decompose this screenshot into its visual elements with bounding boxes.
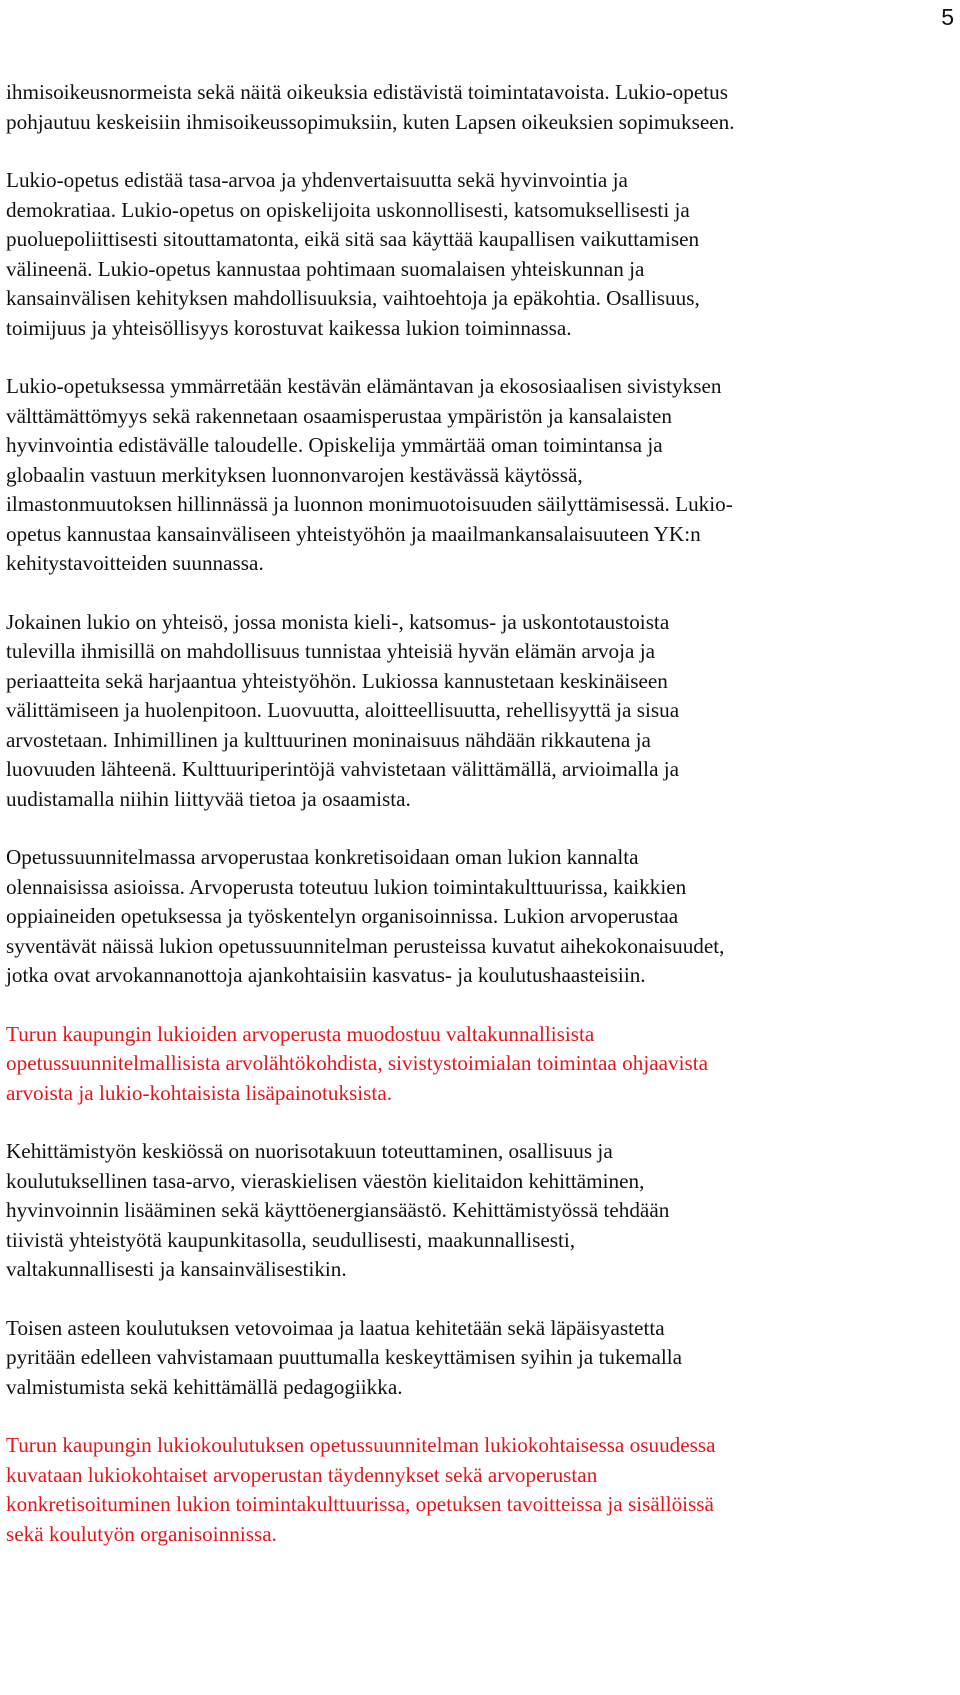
document-body	[6, 78, 954, 1578]
page-number: 5	[941, 4, 954, 30]
paragraph-5: Opetussuunnitelmassa arvoperustaa konkretisoidaan oman lukion kannalta olennaisissa asioissa. Arvoperusta toteutuu lukion toimintakulttuurissa, kaikkien oppiaineiden opetuksessa ja työskentelyn organisoinnissa. Lukion arvoperustaa syventävät näissä lukion opetussuunnitelman perusteissa kuvatut aihekokonaisuudet, jotka ovat arvokannanottoja ajankohtaisiin kasvatus- ja koulutushaasteisiin.	[6, 845, 725, 987]
paragraph-9-highlighted: Turun kaupungin lukiokoulutuksen opetussuunnitelman lukiokohtaisessa osuudessa kuvataan lukiokohtaiset arvoperustan täydennykset sekä arvoperustan konkretisoituminen lukion toimintakulttuurissa, opetuksen tavoitteissa ja sisällöissä sekä koulutyön organisoinnissa.	[6, 1433, 716, 1546]
paragraph-4: Jokainen lukio on yhteisö, jossa monista kieli-, katsomus- ja uskontotaustoista tulevilla ihmisillä on mahdollisuus tunnistaa yhteisiä hyvän elämän arvoja ja periaatteita sekä harjaantua yhteistyöhön. Lukiossa kannustetaan keskinäiseen välittämiseen ja huolenpitoon. Luovuutta, aloitteellisuutta, rehellisyyttä ja sisua arvostetaan. Inhimillinen ja kulttuurinen moninaisuus nähdään rikkautena ja luovuuden lähteenä. Kulttuuriperintöjä vahvistetaan välittämällä, arvioimalla ja uudistamalla niihin liittyvää tietoa ja osaamista.	[6, 609, 680, 811]
paragraph-8: Toisen asteen koulutuksen vetovoimaa ja laatua kehitetään sekä läpäisyastetta pyritään edelleen vahvistamaan puuttumalla keskeyttämisen syihin ja tukemalla valmistumista sekä kehittämällä pedagogiikka.	[6, 1315, 683, 1399]
paragraph-6-highlighted: Turun kaupungin lukioiden arvoperusta muodostuu valtakunnallisista opetussuunnitelmallisista arvolähtökohdista, sivistystoimialan toimintaa ohjaavista arvoista ja lukio-kohtaisista lisäpainotuksista.	[6, 1021, 709, 1105]
paragraph-3: Lukio-opetuksessa ymmärretään kestävän elämäntavan ja ekososiaalisen sivistyksen välttämättömyys sekä rakennetaan osaamisperustaa ympäristön ja kansalaisten hyvinvointia edistävälle taloudelle. Opiskelija ymmärtää oman toimintansa ja globaalin vastuun merkityksen luonnonvarojen kestävässä käytössä, ilmastonmuutoksen hillinnässä ja luonnon monimuotoisuuden säilyttämisessä. Lukio- opetus kannustaa kansainväliseen yhteistyöhön ja maailmankansalaisuuteen YK:n kehitystavoitteiden suunnassa.	[6, 374, 733, 575]
paragraph-2: Lukio-opetus edistää tasa-arvoa ja yhdenvertaisuutta sekä hyvinvointia ja demokratiaa. Lukio-opetus on opiskelijoita uskonnollisesti, katsomuksellisesti ja puoluepoliittisesti sitouttamatonta, eikä sitä saa käyttää kaupallisen vaikuttamisen välineenä. Lukio-opetus kannustaa pohtimaan suomalaisen yhteiskunnan ja kansainvälisen kehityksen mahdollisuuksia, vaihtoehtoja ja epäkohtia. Osallisuus, toimijuus ja yhteisöllisyys korostuvat kaikessa lukion toiminnassa.	[6, 168, 700, 340]
paragraph-7: Kehittämistyön keskiössä on nuorisotakuun toteuttaminen, osallisuus ja koulutuksellinen tasa-arvo, vieraskielisen väestön kielitaidon kehittäminen, hyvinvoinnin lisääminen sekä käyttöenergiansäästö. Kehittämistyössä tehdään tiivistä yhteistyötä kaupunkitasolla, seudullisesti, maakunnallisesti, valtakunnallisesti ja kansainvälisestikin.	[6, 1139, 670, 1281]
paragraph-1: ihmisoikeusnormeista sekä näitä oikeuksia edistävistä toimintatavoista. Lukio-opetus pohjautuu keskeisiin ihmisoikeussopimuksiin, kuten Lapsen oikeuksien sopimukseen.	[6, 80, 735, 134]
